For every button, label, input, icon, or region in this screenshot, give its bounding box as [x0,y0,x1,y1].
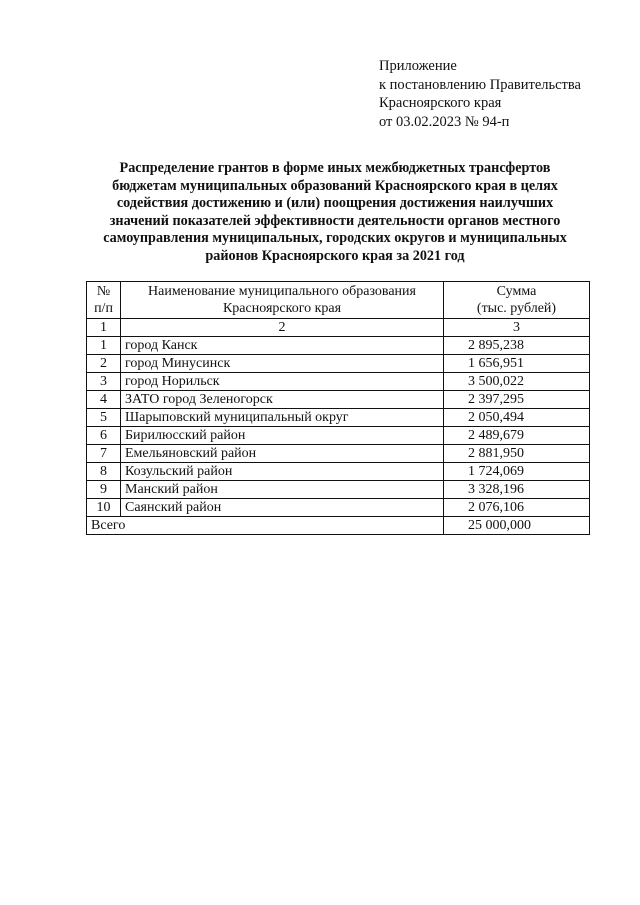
header-sum-line: (тыс. рублей) [476,301,557,316]
total-sum: 25 000,000 [444,517,590,535]
header-name-line: Красноярского края [222,301,342,316]
row-sum: 2 050,494 [444,409,590,427]
table-row [87,337,590,355]
row-name: Шарыповский муниципальный округ [121,409,444,427]
table-row [87,373,590,391]
row-name: Саянский район [121,499,444,517]
header-sum [444,282,590,319]
table-total-row [87,517,590,535]
row-name: город Норильск [121,373,444,391]
header-sum-line: Сумма [496,284,537,299]
row-sum: 3 328,196 [444,481,590,499]
row-name: город Канск [121,337,444,355]
row-name: город Минусинск [121,355,444,373]
row-num: 1 [87,337,121,355]
title-line: районов Красноярского края за 2021 год [205,247,465,264]
table-row [87,445,590,463]
row-name: Козульский район [121,463,444,481]
title-line: бюджетам муниципальных образований Красноярского края в целях [112,177,558,194]
appendix-line: Приложение [379,58,457,74]
header-num [87,282,121,319]
row-num: 9 [87,481,121,499]
header-num-line: № [96,284,111,299]
row-sum: 2 489,679 [444,427,590,445]
title-line: Распределение грантов в форме иных межбюджетных трансфертов [119,160,551,176]
total-label: Всего [87,517,444,535]
table-row [87,391,590,409]
row-name: Емельяновский район [121,445,444,463]
row-num: 6 [87,427,121,445]
table-index-row [87,319,590,337]
row-sum: 2 397,295 [444,391,590,409]
header-num-line: п/п [94,301,113,316]
row-sum: 1 656,951 [444,355,590,373]
appendix-line: Красноярского края [379,95,502,111]
row-num: 8 [87,463,121,481]
index-cell: 3 [444,319,590,337]
table-row [87,463,590,481]
appendix-block [379,57,581,131]
document-title [70,160,600,266]
row-num: 2 [87,355,121,373]
row-sum: 3 500,022 [444,373,590,391]
title-line: самоуправления муниципальных, городских округов и муниципальных [103,230,567,247]
header-name-line: Наименование муниципального образования [148,284,416,299]
title-line: содействия достижению и (или) поощрения достижения наилучших [116,195,554,212]
table-row [87,499,590,517]
row-sum: 2 895,238 [444,337,590,355]
table-row [87,427,590,445]
table-header-row [87,282,590,319]
row-name: ЗАТО город Зеленогорск [121,391,444,409]
row-name: Манский район [121,481,444,499]
row-sum: 2 881,950 [444,445,590,463]
grants-table [86,281,590,535]
row-name: Бирилюсский район [121,427,444,445]
row-num: 10 [87,499,121,517]
index-cell: 2 [121,319,444,337]
title-line: значений показателей эффективности деятельности органов местного [109,212,561,229]
row-num: 4 [87,391,121,409]
header-name [121,282,444,319]
row-num: 7 [87,445,121,463]
table-row [87,355,590,373]
index-cell: 1 [87,319,121,337]
appendix-line: от 03.02.2023 № 94-п [379,113,510,130]
row-sum: 1 724,069 [444,463,590,481]
row-num: 3 [87,373,121,391]
row-num: 5 [87,409,121,427]
row-sum: 2 076,106 [444,499,590,517]
appendix-line: к постановлению Правительства [379,76,581,93]
table-row [87,481,590,499]
table-row [87,409,590,427]
